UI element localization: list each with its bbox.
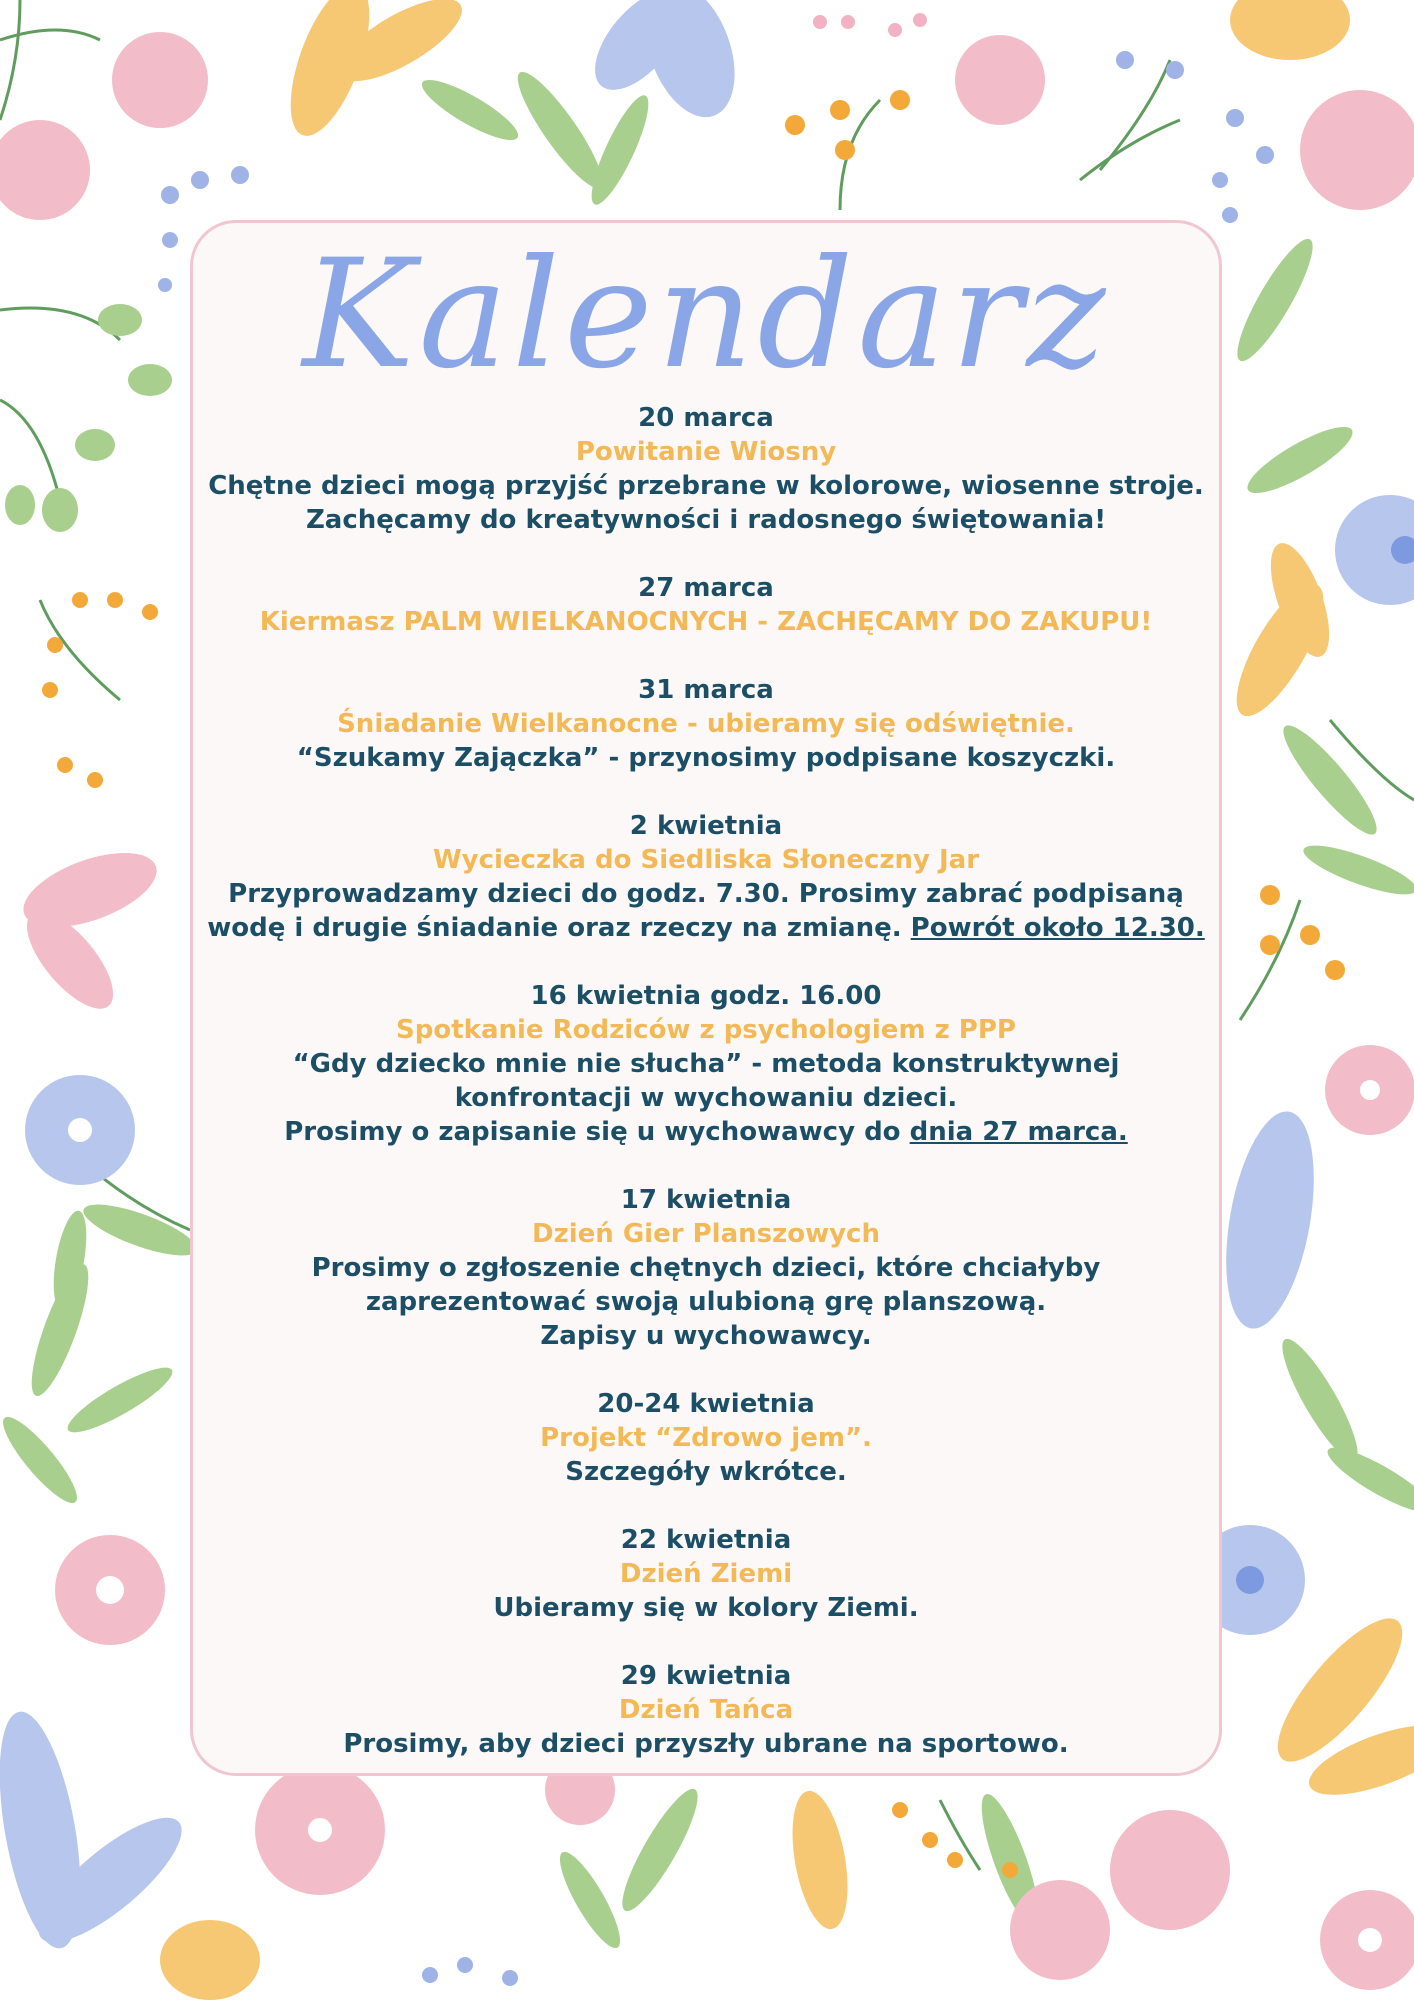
event-name: Dzień Ziemi: [619, 1559, 793, 1589]
event-name: Powitanie Wiosny: [575, 437, 837, 467]
calendar-event: [193, 1659, 1219, 1761]
event-description-line: Ubieramy się w kolory Ziemi.: [493, 1593, 919, 1623]
event-date: 20 marca: [638, 403, 774, 433]
green-buds: [5, 304, 172, 532]
event-description-line: Prosimy o zgłoszenie chętnych dzieci, które chciałyby: [311, 1253, 1101, 1283]
pink-buds: [813, 13, 927, 37]
event-description-line: “Szukamy Zajączka” - przynosimy podpisane koszyczki.: [296, 743, 1116, 773]
event-description-line: konfrontacji w wychowaniu dzieci.: [454, 1083, 958, 1113]
calendar-card: [190, 220, 1222, 1776]
event-name: Kiermasz PALM WIELKANOCNYCH - ZACHĘCAMY DO ZAKUPU!: [259, 607, 1153, 637]
event-description-text: Prosimy o zapisanie się u wychowawcy do: [284, 1117, 901, 1147]
calendar-event: [193, 401, 1219, 537]
event-name: Śniadanie Wielkanocne - ubieramy się odświętnie.: [337, 709, 1075, 739]
calendar-event: [193, 1183, 1219, 1353]
event-date: 27 marca: [638, 573, 774, 603]
events-list: [193, 401, 1219, 1795]
page-title: Kalendarz: [302, 228, 1110, 402]
event-date: 20-24 kwietnia: [597, 1389, 815, 1419]
event-date: 2 kwietnia: [629, 811, 783, 841]
event-description-line: Chętne dzieci mogą przyjść przebrane w kolorowe, wiosenne stroje.: [208, 471, 1204, 501]
event-underlined-note: Powrót około 12.30.: [910, 913, 1205, 943]
event-description-line: [193, 911, 1219, 945]
event-description-line: “Gdy dziecko mnie nie słucha” - metoda konstruktywnej: [292, 1049, 1120, 1079]
event-description-line: Szczegóły wkrótce.: [565, 1457, 847, 1487]
event-description-line: Prosimy, aby dzieci przyszły ubrane na sportowo.: [343, 1729, 1069, 1759]
event-description-line: Zapisy u wychowawcy.: [540, 1321, 872, 1351]
event-date: 22 kwietnia: [620, 1525, 792, 1555]
calendar-event: [193, 809, 1219, 945]
calendar-event: [193, 1387, 1219, 1489]
calendar-event: [193, 1523, 1219, 1625]
event-description-line: [193, 1115, 1219, 1149]
calendar-event: [193, 571, 1219, 639]
event-name: Projekt “Zdrowo jem”.: [540, 1423, 872, 1453]
calendar-event: [193, 979, 1219, 1149]
event-description-line: zaprezentować swoją ulubioną grę planszową.: [365, 1287, 1047, 1317]
calendar-event: [193, 673, 1219, 775]
event-date: 16 kwietnia godz. 16.00: [530, 981, 882, 1011]
event-description-line: Zachęcamy do kreatywności i radosnego świętowania!: [305, 505, 1107, 535]
event-name: Dzień Gier Planszowych: [532, 1219, 880, 1249]
event-name: Wycieczka do Siedliska Słoneczny Jar: [432, 845, 980, 875]
event-description-line: Przyprowadzamy dzieci do godz. 7.30. Prosimy zabrać podpisaną: [228, 879, 1184, 909]
event-date: 29 kwietnia: [620, 1661, 792, 1691]
event-underlined-note: dnia 27 marca.: [909, 1117, 1128, 1147]
event-description-text: wodę i drugie śniadanie oraz rzeczy na zmianę.: [207, 913, 902, 943]
event-name: Dzień Tańca: [618, 1695, 794, 1725]
event-date: 31 marca: [638, 675, 774, 705]
event-name: Spotkanie Rodziców z psychologiem z PPP: [396, 1015, 1016, 1045]
event-date: 17 kwietnia: [620, 1185, 792, 1215]
